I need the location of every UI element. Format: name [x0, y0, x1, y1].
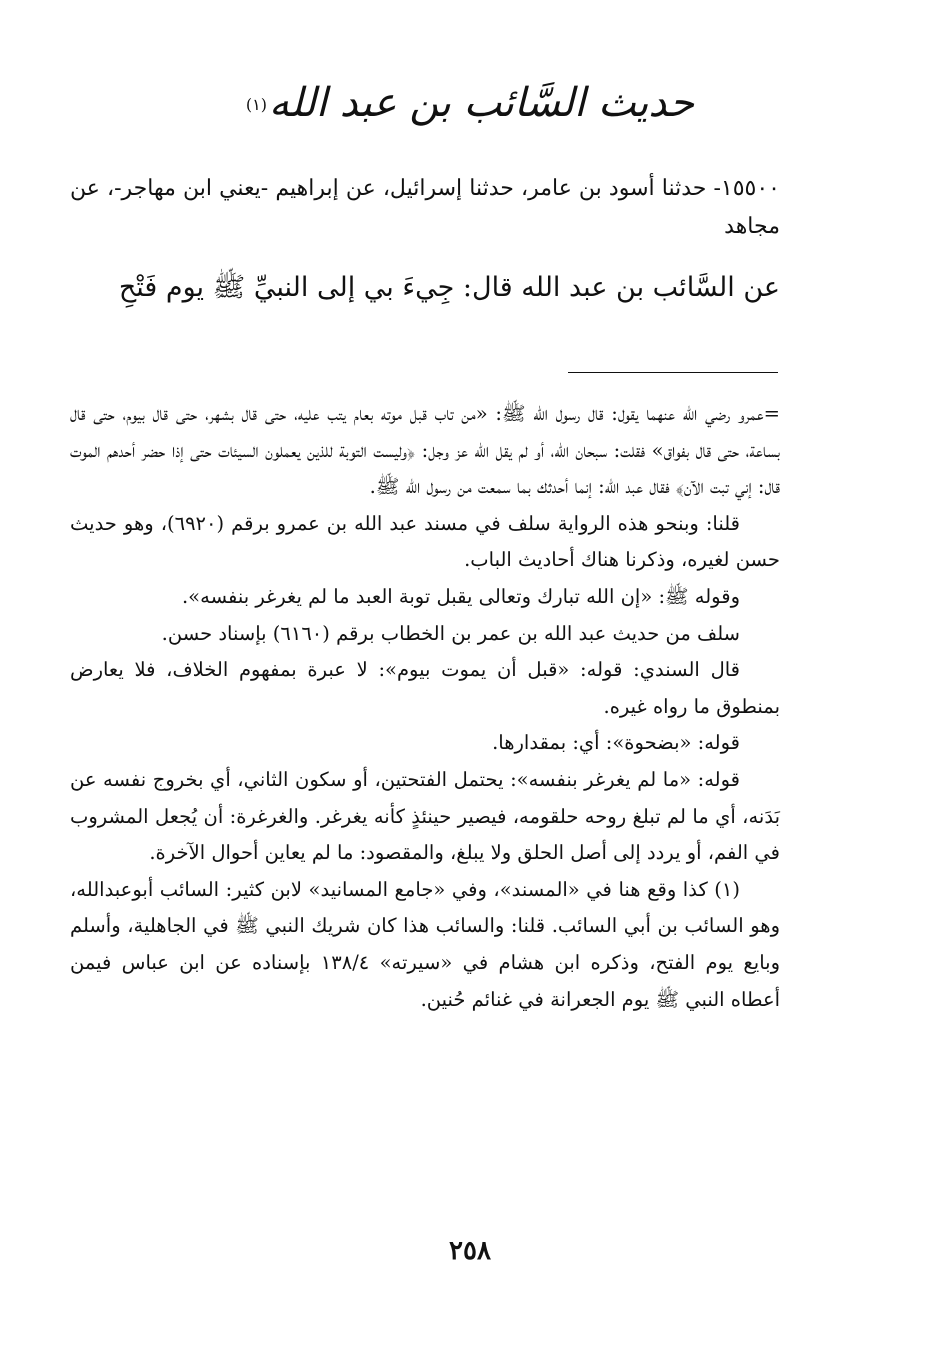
- footnote-paragraph: وقوله ﷺ: «إن الله تبارك وتعالى يقبل توبة العبد ما لم يغرغر بنفسه».: [181, 584, 740, 608]
- footnote-paragraph: قال السندي: قوله: «قبل أن يموت بيوم»: لا عبرة بمفهوم الخلاف، فلا يعارض بمنطوق ما رواه غيره.: [70, 658, 780, 718]
- page-number: ٢٥٨: [449, 1236, 491, 1266]
- hadith-chain: ١٥٥٠٠- حدثنا أسود بن عامر، حدثنا إسرائيل، عن إبراهيم -يعني ابن مهاجر-، عن مجاهد: [70, 176, 780, 239]
- hadith-body: [70, 170, 780, 310]
- footnote-paragraph: قلنا: وبنحو هذه الرواية سلف في مسند عبد الله بن عمرو برقم (٦٩٢٠)، وهو حديث حسن لغيره، وذكرنا هناك أحاديث الباب.: [70, 511, 780, 572]
- footnotes: [70, 396, 780, 1018]
- title-footnote-marker: (١): [245, 94, 267, 114]
- hadith-matn: عن السَّائب بن عبد الله قال: جِيءَ بي إلى النبيِّ ﷺ يوم فَتْحِ: [118, 272, 780, 303]
- title-text: حديث السَّائب بن عبد الله: [269, 80, 695, 126]
- footnote-paragraph: قوله: «بضحوة»: أي: بمقدارها.: [492, 731, 740, 755]
- section-title: [0, 80, 940, 126]
- footnote-paragraph: قوله: «ما لم يغرغر بنفسه»: يحتمل الفتحتين، أو سكون الثاني، أي بخروج نفسه عن بَدَنه، أي ما لم تبلغ روحه حلقومه، فيصير حينئذٍ كأنه يغرغر. والغرغرة: أن يُجعل المشروب في الفم، أو يردد إلى أصل الحلق ولا يبلغ، والمقصود: ما لم يعاين أحوال الآخرة.: [70, 767, 780, 865]
- footnote-separator: [568, 372, 778, 373]
- footnote-paragraph: (١) كذا وقع هنا في «المسند»، وفي «جامع المسانيد» لابن كثير: السائب أبوعبدالله، وهو السائب بن أبي السائب. قلنا: والسائب هذا كان شريك النبي ﷺ في الجاهلية، وأسلم وبايع يوم الفتح، وذكره ابن هشام في «سيرته» ١٣٨/٤ بإسناده عن ابن عباس فيمن أعطاه النبي ﷺ يوم الجعرانة في غنائم حُنين.: [70, 877, 780, 1011]
- footnote-paragraph: سلف من حديث عبد الله بن عمر بن الخطاب برقم (٦١٦٠) بإسناد حسن.: [161, 621, 740, 645]
- footnote-paragraph: =عمرو رضي الله عنهما يقول: قال رسول الله ﷺ: «من تاب قبل موته بعام يتب عليه، حتى قال بشهر، حتى قال بيوم، حتى قال بساعة، حتى قال بفواق» فقلت: سبحان الله، أو لم يقل الله عز وجل: ﴿وليست التوبة للذين يعملون السيئات حتى إذا حضر أحدهم الموت قال: إني تبت الآن﴾ فقال عبد الله: إنما أحدثك بما سمعت من رسول الله ﷺ.: [70, 402, 780, 499]
